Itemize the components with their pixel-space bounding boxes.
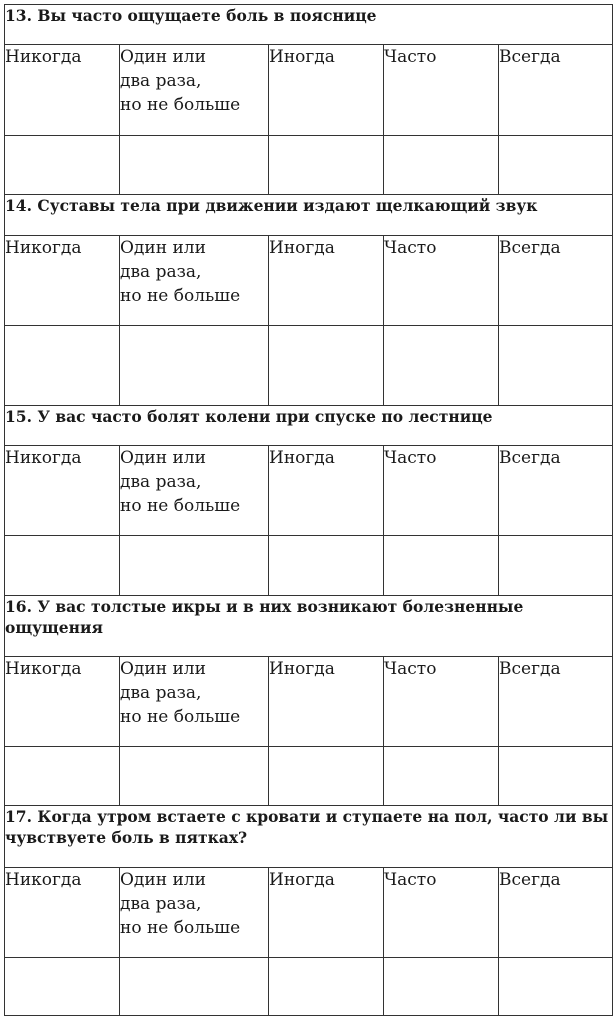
option-never: Никогда <box>5 868 120 958</box>
answer-cell-often[interactable] <box>384 958 499 1016</box>
answer-cell-once-or-twice[interactable] <box>120 536 269 596</box>
answer-cell-sometimes[interactable] <box>269 536 384 596</box>
question-row <box>5 5 613 45</box>
question-row <box>5 406 613 446</box>
answer-cell-often[interactable] <box>384 536 499 596</box>
option-sometimes: Иногда <box>269 45 384 136</box>
answer-cell-sometimes[interactable] <box>269 958 384 1016</box>
answer-cell-never[interactable] <box>5 326 120 406</box>
option-often: Часто <box>384 657 499 747</box>
option-never: Никогда <box>5 657 120 747</box>
answer-cell-always[interactable] <box>499 747 613 806</box>
answer-cell-sometimes[interactable] <box>269 326 384 406</box>
answer-row <box>5 536 613 596</box>
question-row <box>5 596 613 657</box>
options-row <box>5 446 613 536</box>
option-sometimes: Иногда <box>269 657 384 747</box>
option-once-or-twice: Один или два раза, но не больше <box>120 657 269 747</box>
option-often: Часто <box>384 45 499 136</box>
question-title: 16. У вас толстые икры и в них возникают болезненные ощущения <box>5 596 613 657</box>
answer-row <box>5 136 613 195</box>
answer-cell-often[interactable] <box>384 747 499 806</box>
answer-cell-once-or-twice[interactable] <box>120 136 269 195</box>
option-never: Никогда <box>5 45 120 136</box>
question-row <box>5 195 613 236</box>
questionnaire <box>4 4 612 1016</box>
options-row <box>5 657 613 747</box>
option-always: Всегда <box>499 446 613 536</box>
option-once-or-twice: Один или два раза, но не больше <box>120 868 269 958</box>
answer-cell-once-or-twice[interactable] <box>120 326 269 406</box>
answer-cell-once-or-twice[interactable] <box>120 958 269 1016</box>
option-sometimes: Иногда <box>269 868 384 958</box>
options-row <box>5 236 613 326</box>
answer-cell-always[interactable] <box>499 136 613 195</box>
question-title: 17. Когда утром встаете с кровати и ступаете на пол, часто ли вы чувствуете боль в пятках? <box>5 806 613 868</box>
option-often: Часто <box>384 236 499 326</box>
answer-row <box>5 958 613 1016</box>
option-sometimes: Иногда <box>269 446 384 536</box>
options-row <box>5 868 613 958</box>
option-always: Всегда <box>499 236 613 326</box>
answer-cell-always[interactable] <box>499 536 613 596</box>
option-often: Часто <box>384 446 499 536</box>
option-always: Всегда <box>499 868 613 958</box>
option-sometimes: Иногда <box>269 236 384 326</box>
option-always: Всегда <box>499 657 613 747</box>
questionnaire-table <box>4 4 613 1016</box>
answer-cell-never[interactable] <box>5 958 120 1016</box>
answer-row <box>5 326 613 406</box>
answer-cell-always[interactable] <box>499 958 613 1016</box>
answer-cell-sometimes[interactable] <box>269 136 384 195</box>
answer-cell-never[interactable] <box>5 136 120 195</box>
answer-cell-often[interactable] <box>384 136 499 195</box>
answer-cell-sometimes[interactable] <box>269 747 384 806</box>
answer-cell-often[interactable] <box>384 326 499 406</box>
option-once-or-twice: Один или два раза, но не больше <box>120 45 269 136</box>
answer-cell-never[interactable] <box>5 536 120 596</box>
answer-cell-never[interactable] <box>5 747 120 806</box>
option-never: Никогда <box>5 236 120 326</box>
option-once-or-twice: Один или два раза, но не больше <box>120 236 269 326</box>
option-always: Всегда <box>499 45 613 136</box>
question-title: 13. Вы часто ощущаете боль в пояснице <box>5 5 613 45</box>
options-row <box>5 45 613 136</box>
option-once-or-twice: Один или два раза, но не больше <box>120 446 269 536</box>
option-often: Часто <box>384 868 499 958</box>
question-title: 14. Суставы тела при движении издают щелкающий звук <box>5 195 613 236</box>
question-row <box>5 806 613 868</box>
answer-cell-once-or-twice[interactable] <box>120 747 269 806</box>
option-never: Никогда <box>5 446 120 536</box>
question-title: 15. У вас часто болят колени при спуске по лестнице <box>5 406 613 446</box>
answer-cell-always[interactable] <box>499 326 613 406</box>
answer-row <box>5 747 613 806</box>
